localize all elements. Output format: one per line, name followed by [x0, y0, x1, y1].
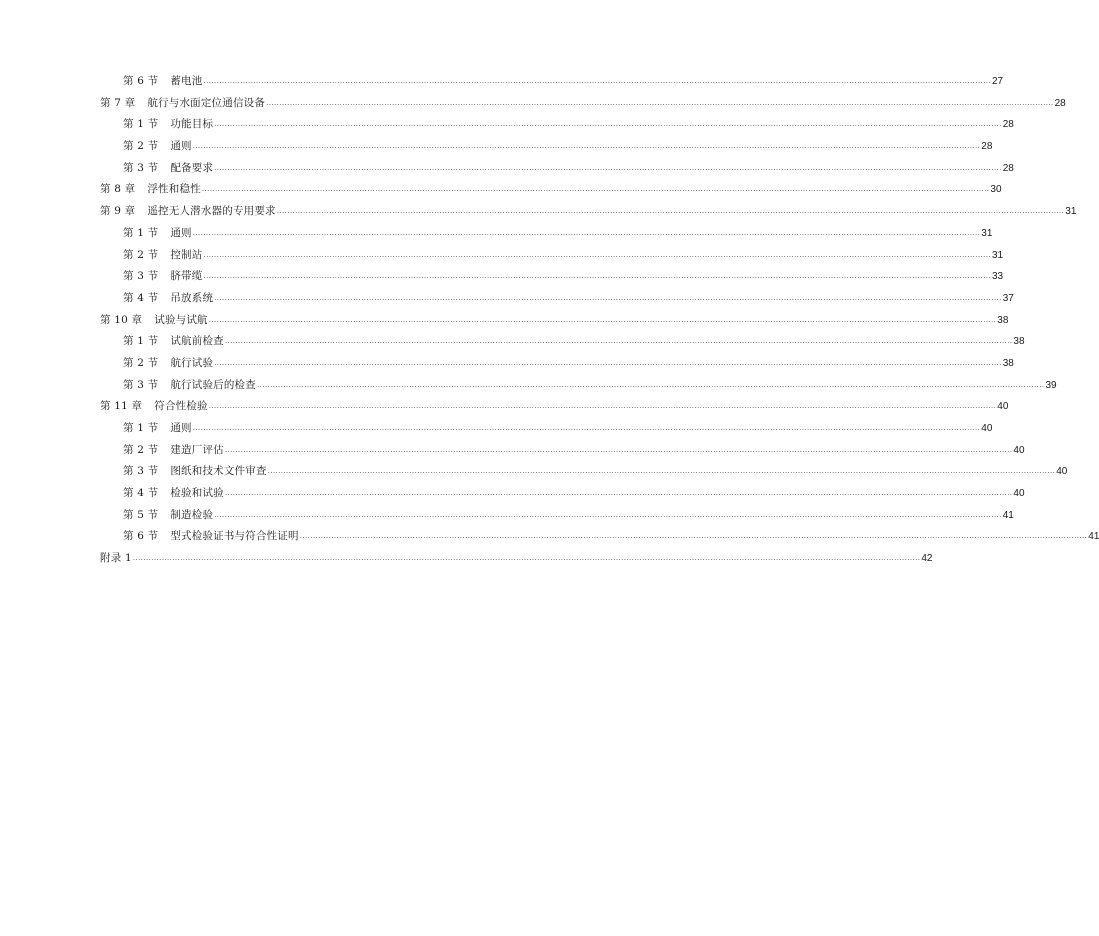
toc-section-entry[interactable]: [0, 136, 993, 158]
toc-section-entry[interactable]: [0, 288, 1014, 310]
toc-chapter-entry[interactable]: [0, 201, 1077, 223]
toc-entry-label: [123, 288, 213, 310]
toc-page-number: 38: [1013, 336, 1025, 348]
toc-entry-number: 第 1 节: [123, 118, 159, 131]
toc-section-entry[interactable]: [0, 223, 993, 245]
toc-page-number: 28: [1002, 119, 1014, 131]
toc-entry-number: 第 4 节: [123, 291, 159, 304]
toc-entry-label: [123, 331, 224, 353]
toc-entry-label: [123, 223, 192, 245]
toc-entry-label: [123, 461, 267, 483]
toc-entry-title: 检验和试验: [170, 487, 224, 500]
toc-entry-number: 第 1 节: [123, 422, 159, 434]
toc-entry-title: 通则: [170, 422, 192, 434]
toc-page-number: 41: [1002, 509, 1014, 521]
dot-leader: ............................................................................................................................................................................................................................................................................................................: [192, 142, 981, 151]
toc-page-number: 42: [921, 553, 933, 565]
toc-page-number: 31: [981, 227, 993, 239]
toc-section-entry[interactable]: [0, 245, 1004, 267]
toc-entry-label: [123, 266, 202, 288]
toc-entry-label: [100, 93, 265, 115]
toc-page-number: 41: [1088, 531, 1099, 543]
toc-section-entry[interactable]: [0, 331, 1025, 353]
dot-leader: ............................................................................................................................................................................................................................................................................................................: [214, 120, 1002, 129]
dot-leader: ............................................................................................................................................................................................................................................................................................................: [256, 380, 1045, 389]
toc-page-number: 37: [1002, 292, 1014, 304]
dot-leader: ............................................................................................................................................................................................................................................................................................................: [299, 532, 1088, 541]
toc-chapter-entry[interactable]: [0, 93, 1066, 115]
toc-chapter-entry[interactable]: [0, 179, 1002, 201]
toc-entry-title: 试航前检查: [170, 335, 224, 348]
toc-entry-label: [123, 136, 192, 158]
dot-leader: ............................................................................................................................................................................................................................................................................................................: [132, 554, 921, 563]
toc-section-entry[interactable]: [0, 505, 1014, 527]
dot-leader: ............................................................................................................................................................................................................................................................................................................: [203, 77, 991, 85]
toc-chapter-entry[interactable]: [0, 396, 1009, 418]
toc-entry-number: 第 3 节: [123, 465, 159, 478]
toc-entry-number: 第 6 节: [123, 75, 159, 87]
toc-chapter-entry[interactable]: [0, 310, 1009, 332]
toc-entry-number: 第 6 节: [123, 530, 159, 543]
toc-page-number: 40: [981, 423, 993, 434]
toc-entry-label: [100, 310, 208, 332]
toc-section-entry[interactable]: [0, 418, 993, 440]
toc-entry-title: 型式检验证书与符合性证明: [170, 530, 299, 543]
toc-entry-label: [100, 396, 208, 418]
toc-entry-number: 第 4 节: [123, 487, 159, 500]
toc-page-number: 38: [1002, 357, 1014, 369]
toc-section-entry[interactable]: [0, 158, 1014, 180]
dot-leader: ............................................................................................................................................................................................................................................................................................................: [214, 510, 1002, 519]
toc-section-entry[interactable]: [0, 440, 1025, 462]
dot-leader: ............................................................................................................................................................................................................................................................................................................: [224, 445, 1013, 454]
toc-section-entry[interactable]: [0, 71, 1004, 93]
dot-leader: ............................................................................................................................................................................................................................................................................................................: [192, 424, 981, 432]
toc-entry-number: 第 8 章: [100, 183, 136, 196]
toc-entry-title: 配备要求: [170, 161, 214, 174]
toc-entry-label: [123, 353, 213, 375]
dot-leader: ............................................................................................................................................................................................................................................................................................................: [203, 272, 991, 281]
toc-page-number: 40: [1013, 444, 1025, 456]
toc-section-entry[interactable]: [0, 375, 1057, 397]
toc-entry-title: 功能目标: [170, 118, 214, 131]
toc-entry-title: 制造检验: [170, 508, 214, 521]
toc-entry-number: 第 1 节: [123, 335, 159, 348]
toc-entry-title: 航行试验: [170, 356, 214, 369]
dot-leader: ............................................................................................................................................................................................................................................................................................................: [214, 358, 1002, 367]
toc-entry-title: 遥控无人潜水器的专用要求: [147, 205, 276, 218]
toc-page-number: 31: [1065, 206, 1077, 218]
toc-entry-title: 通则: [170, 226, 192, 239]
toc-entry-number: 第 9 章: [100, 205, 136, 218]
toc-entry-title: 航行与水面定位通信设备: [147, 96, 266, 109]
toc-section-entry[interactable]: [0, 461, 1068, 483]
toc-entry-label: [100, 201, 276, 223]
toc-entry-label: [123, 483, 224, 505]
toc-page-number: 40: [997, 401, 1009, 413]
toc-entry-number: 第 5 节: [123, 508, 159, 521]
toc-entry-label: [123, 114, 213, 136]
toc-page-number: 40: [1056, 466, 1068, 478]
toc-entry-number: 第 2 节: [123, 443, 159, 456]
toc-entry-number: 第 1 节: [123, 226, 159, 239]
toc-page-number: 30: [990, 184, 1002, 196]
toc-entry-title: 建造厂评估: [170, 443, 224, 456]
dot-leader: ............................................................................................................................................................................................................................................................................................................: [201, 185, 990, 194]
toc-page-number: 40: [1013, 488, 1025, 500]
toc-entry-label: [100, 548, 132, 570]
toc-entry-number: 第 3 节: [123, 161, 159, 174]
toc-entry-title: 浮性和稳性: [147, 183, 201, 196]
toc-entry-label: [100, 179, 201, 201]
toc-entry-title: 控制站: [170, 248, 203, 261]
dot-leader: ............................................................................................................................................................................................................................................................................................................: [208, 402, 997, 411]
table-of-contents: [0, 71, 1099, 570]
toc-entry-number: 第 10 章: [100, 313, 143, 326]
toc-entry-title: 蓄电池: [170, 75, 203, 87]
toc-entry-number: 第 2 节: [123, 248, 159, 261]
dot-leader: ............................................................................................................................................................................................................................................................................................................: [214, 293, 1002, 302]
toc-page-number: 38: [997, 314, 1009, 326]
toc-entry-title: 脐带缆: [170, 270, 203, 283]
toc-page-number: 27: [992, 76, 1004, 87]
toc-entry-number: 第 3 节: [123, 270, 159, 283]
dot-leader: ............................................................................................................................................................................................................................................................................................................: [224, 337, 1013, 346]
toc-chapter-entry[interactable]: [0, 548, 933, 570]
toc-entry-number: 第 3 节: [123, 378, 159, 391]
toc-entry-title: 附录 1: [100, 552, 132, 565]
toc-entry-number: 第 7 章: [100, 96, 136, 109]
toc-entry-title: 吊放系统: [170, 291, 214, 304]
toc-entry-label: [123, 375, 256, 397]
toc-entry-label: [123, 526, 299, 548]
toc-entry-label: [123, 245, 202, 267]
toc-section-entry[interactable]: [0, 114, 1014, 136]
toc-entry-number: 第 2 节: [123, 356, 159, 369]
toc-entry-title: 通则: [170, 140, 192, 153]
toc-entry-label: [123, 505, 213, 527]
toc-section-entry[interactable]: [0, 353, 1014, 375]
toc-section-entry[interactable]: [0, 483, 1025, 505]
toc-page-number: 31: [992, 249, 1004, 261]
toc-page-number: 28: [1054, 97, 1066, 109]
toc-entry-title: 图纸和技术文件审查: [170, 465, 267, 478]
toc-page-number: 28: [1002, 162, 1014, 174]
toc-page-number: 39: [1045, 379, 1057, 391]
toc-page-number: 28: [981, 141, 993, 153]
dot-leader: ............................................................................................................................................................................................................................................................................................................: [267, 467, 1056, 476]
dot-leader: ............................................................................................................................................................................................................................................................................................................: [224, 489, 1013, 498]
toc-section-entry[interactable]: [0, 266, 1004, 288]
toc-entry-label: [123, 440, 224, 462]
dot-leader: ............................................................................................................................................................................................................................................................................................................: [266, 98, 1054, 107]
dot-leader: ............................................................................................................................................................................................................................................................................................................: [208, 315, 997, 324]
toc-entry-title: 试验与试航: [154, 313, 208, 326]
dot-leader: ............................................................................................................................................................................................................................................................................................................: [203, 250, 991, 259]
toc-entry-number: 第 11 章: [100, 400, 143, 413]
dot-leader: ............................................................................................................................................................................................................................................................................................................: [192, 228, 981, 237]
toc-entry-label: [123, 71, 202, 93]
toc-entry-title: 符合性检验: [154, 400, 208, 413]
dot-leader: ............................................................................................................................................................................................................................................................................................................: [214, 163, 1002, 172]
toc-entry-number: 第 2 节: [123, 140, 159, 153]
toc-entry-title: 航行试验后的检查: [170, 378, 256, 391]
toc-entry-label: [123, 418, 192, 440]
dot-leader: ............................................................................................................................................................................................................................................................................................................: [276, 207, 1065, 216]
toc-entry-label: [123, 158, 213, 180]
toc-section-entry[interactable]: [0, 526, 1099, 548]
toc-page-number: 33: [992, 271, 1004, 283]
